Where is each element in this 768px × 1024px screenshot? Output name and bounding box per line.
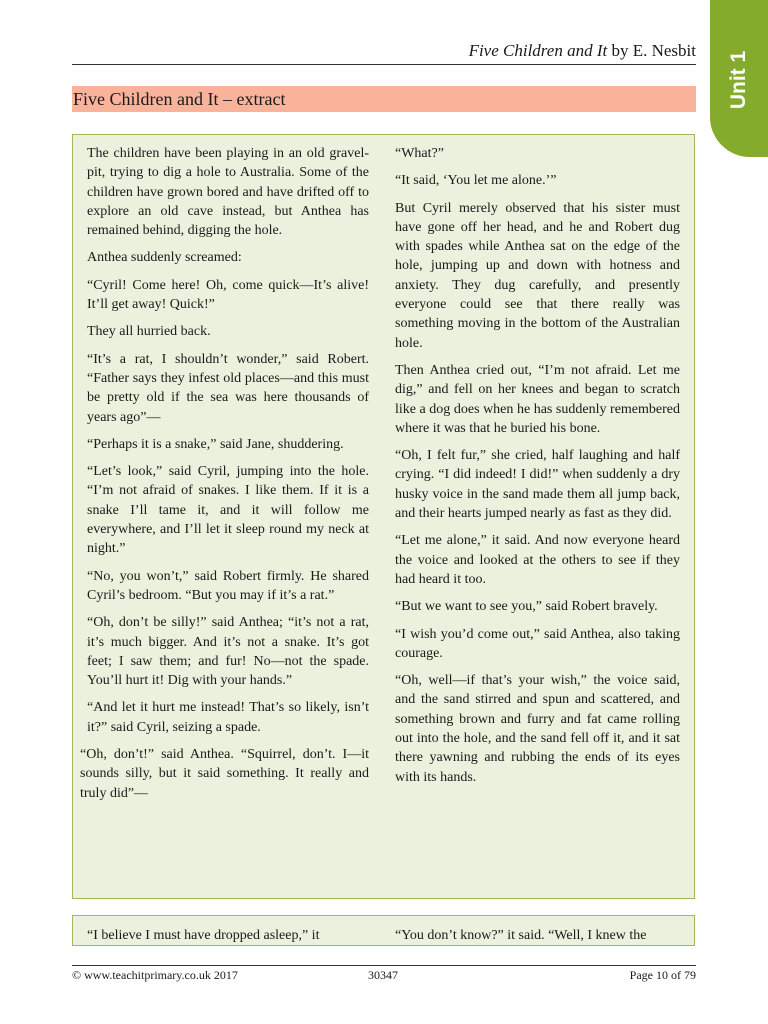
- extract-right-column: [395, 144, 680, 795]
- paragraph: The children have been playing in an old gravel-pit, trying to dig a hole to Australia. Some of the children have grown bored and have drifted off to explore an old cave instead, but Anthea has remained behind, digging the hole.: [87, 146, 369, 239]
- paragraph: “Let’s look,” said Cyril, jumping into the hole. “I’m not afraid of snakes. I like them. If it is a snake I’ll tame it, and it will follow me everywhere, and I’ll let it sleep round my neck at night.”: [87, 464, 369, 557]
- paragraph: “It’s a rat, I shouldn’t wonder,” said Robert. “Father says they infest old places—and this must be pretty old if the sea was here thousands of years ago”—: [87, 351, 369, 425]
- book-title: Five Children and It: [468, 41, 608, 60]
- paragraph: “Oh, well—if that’s your wish,” the voice said, and the sand stirred and spun and scattered, and something brown and furry and fat came rolling out into the hole, and the sand fell off it, and it sat there yawning and rubbing the ends of its eyes with its hands.: [395, 673, 680, 785]
- paragraph: “Oh, I felt fur,” she cried, half laughing and half crying. “I did indeed! I did!” when suddenly a dry husky voice in the sand made them all jump back, and their hearts jumped nearly as fast as they did.: [395, 448, 680, 522]
- paragraph: “I wish you’d come out,” said Anthea, also taking courage.: [395, 626, 680, 661]
- paragraph: “Oh, don’t be silly!” said Anthea; “it’s not a rat, it’s much bigger. And it’s not a snake. It’s got feet; I saw them; and fur! No—not the spade. You’ll hurt it! Dig with your hands.”: [87, 615, 369, 689]
- paragraph: “It said, ‘You let me alone.’”: [395, 173, 557, 189]
- continuation-left: “I believe I must have dropped asleep,” it: [87, 928, 320, 943]
- paragraph: “Let me alone,” it said. And now everyone heard the voice and looked at the others to see if they had heard it too.: [395, 533, 680, 587]
- page-footer: [72, 965, 696, 982]
- footer-code: 30347: [368, 968, 398, 982]
- paragraph: “What?”: [395, 146, 444, 161]
- footer-copyright: © www.teachitprimary.co.uk 2017: [72, 968, 238, 982]
- unit-tab-label: Unit 1: [727, 50, 750, 110]
- paragraph: “Cyril! Come here! Oh, come quick—It’s alive! It’ll get away! Quick!”: [87, 277, 369, 313]
- paragraph: Anthea suddenly screamed:: [87, 250, 242, 266]
- paragraph: Then Anthea cried out, “I’m not afraid. Let me dig,” and fell on her knees and began to scratch like a dog does when he has suddenly remembered where it was that he buried his bone.: [395, 362, 680, 436]
- paragraph: But Cyril merely observed that his sister must have gone off her head, and he and Robert dug with spades while Anthea sat on the edge of the hole, jumping up and down with hotness and anxiety. They dug carefully, and presently everyone could see that there really was something moving in the bottom of the Australian hole.: [395, 200, 680, 351]
- extract-box: [72, 134, 695, 899]
- extract-left-column: [80, 144, 369, 811]
- book-author: by E. Nesbit: [607, 41, 696, 60]
- continuation-right: “You don’t know?” it said. “Well, I knew the: [395, 928, 647, 943]
- footer-page-number: Page 10 of 79: [629, 968, 696, 982]
- unit-tab: [710, 0, 768, 157]
- paragraph: They all hurried back.: [87, 324, 211, 340]
- page-header: [72, 40, 696, 65]
- paragraph: “Oh, don’t!” said Anthea. “Squirrel, don’t. I—it sounds silly, but it said something. It really and truly did”—: [80, 747, 369, 801]
- paragraph: “And let it hurt me instead! That’s so likely, isn’t it?” said Cyril, seizing a spade.: [87, 700, 369, 735]
- paragraph: “But we want to see you,” said Robert bravely.: [395, 599, 658, 615]
- paragraph: “No, you won’t,” said Robert firmly. He shared Cyril’s bedroom. “But you may if it’s a rat.”: [87, 568, 369, 603]
- paragraph: “Perhaps it is a snake,” said Jane, shuddering.: [87, 436, 344, 452]
- section-title: Five Children and It – extract: [72, 86, 696, 112]
- continuation-box: [72, 915, 695, 946]
